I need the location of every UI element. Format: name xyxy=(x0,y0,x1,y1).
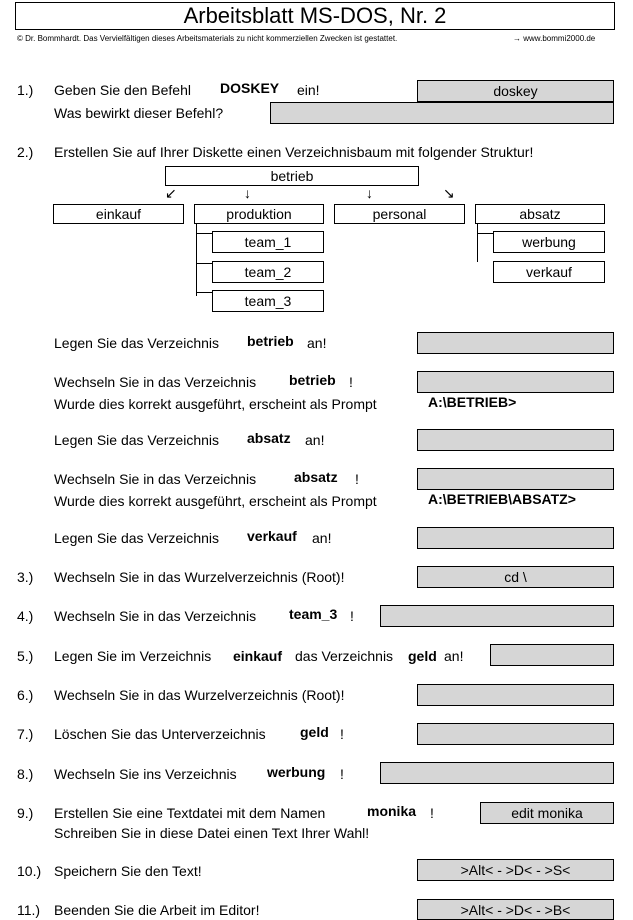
q2-s4-line2: Wurde dies korrekt ausgeführt, erscheint als Prompt xyxy=(54,493,377,509)
q2-s3-text-a: Legen Sie das Verzeichnis xyxy=(54,432,219,448)
q2-s2-dir: betrieb xyxy=(289,372,336,388)
q11-text: Beenden Sie die Arbeit im Editor! xyxy=(54,902,260,918)
q2-s3-answer-field[interactable] xyxy=(417,429,614,451)
q5-text-b: das Verzeichnis xyxy=(295,648,394,664)
tree-node-team-1: team_1 xyxy=(212,231,324,253)
tree-node-werbung: werbung xyxy=(493,231,605,253)
tree-connector xyxy=(477,224,478,262)
q8-number: 8.) xyxy=(17,766,34,782)
q2-s5-text-a: Legen Sie das Verzeichnis xyxy=(54,530,219,546)
q4-number: 4.) xyxy=(17,608,34,624)
q2-s5-answer-field[interactable] xyxy=(417,527,614,549)
tree-node-verkauf: verkauf xyxy=(493,261,605,283)
q3-answer-field[interactable]: cd \ xyxy=(417,566,614,588)
q5-number: 5.) xyxy=(17,648,34,664)
q2-s4-dir: absatz xyxy=(294,469,338,485)
q3-number: 3.) xyxy=(17,569,34,585)
q9-text-a: Erstellen Sie eine Textdatei mit dem Namen xyxy=(54,805,326,821)
q4-dir: team_3 xyxy=(289,606,338,622)
arrow-down-icon: ↓ xyxy=(366,185,373,201)
q2-s1-dir: betrieb xyxy=(247,333,294,349)
q2-s2-text-b: ! xyxy=(349,374,353,390)
q5-dir1: einkauf xyxy=(233,648,283,664)
q7-answer-field[interactable] xyxy=(417,723,614,745)
tree-node-team-3: team_3 xyxy=(212,290,324,312)
q9-number: 9.) xyxy=(17,805,34,821)
tree-node-produktion: produktion xyxy=(194,204,324,224)
q6-text: Wechseln Sie in das Wurzelverzeichnis (Root)! xyxy=(54,687,345,703)
q4-text-a: Wechseln Sie in das Verzeichnis xyxy=(54,608,257,624)
q5-text-a: Legen Sie im Verzeichnis xyxy=(54,648,212,664)
q2-s5-dir: verkauf xyxy=(247,528,297,544)
q1-command: DOSKEY xyxy=(220,80,280,96)
tree-connector xyxy=(196,233,212,234)
q7-text-a: Löschen Sie das Unterverzeichnis xyxy=(54,726,266,742)
arrow-down-left-icon: ↙ xyxy=(165,185,177,201)
q10-text: Speichern Sie den Text! xyxy=(54,863,202,879)
q2-s4-text-a: Wechseln Sie in das Verzeichnis xyxy=(54,471,257,487)
q2-s4-text-b: ! xyxy=(355,471,359,487)
q10-answer-field[interactable]: >Alt< - >D< - >S< xyxy=(417,859,614,881)
q8-dir: werbung xyxy=(267,764,326,780)
q1-text-b: ein! xyxy=(297,82,320,98)
tree-connector xyxy=(196,224,197,296)
q11-number: 11.) xyxy=(17,902,41,918)
tree-connector xyxy=(477,233,493,234)
tree-node-absatz: absatz xyxy=(475,204,605,224)
q7-number: 7.) xyxy=(17,726,34,742)
tree-connector xyxy=(196,292,212,293)
tree-node-personal: personal xyxy=(334,204,465,224)
q8-answer-field[interactable] xyxy=(380,762,614,784)
q6-answer-field[interactable] xyxy=(417,684,614,706)
copyright-note: © Dr. Bommhardt. Das Vervielfältigen dieses Arbeitsmaterials zu nicht kommerziellen Zwecken ist gestattet. xyxy=(17,34,398,43)
q10-number: 10.) xyxy=(17,863,42,879)
q2-s1-answer-field[interactable] xyxy=(417,332,614,354)
q2-s2-text-a: Wechseln Sie in das Verzeichnis xyxy=(54,374,257,390)
q2-s4-prompt: A:\BETRIEB\ABSATZ> xyxy=(428,491,576,507)
tree-node-team-2: team_2 xyxy=(212,261,324,283)
q4-text-b: ! xyxy=(350,608,354,624)
q5-text-c: an! xyxy=(444,648,464,664)
q9-line2: Schreiben Sie in diese Datei einen Text Ihrer Wahl! xyxy=(54,825,370,841)
arrow-down-icon: ↓ xyxy=(244,185,251,201)
q8-text-b: ! xyxy=(340,766,344,782)
q7-text-b: ! xyxy=(340,726,344,742)
q9-text-b: ! xyxy=(430,805,434,821)
q2-s2-line2: Wurde dies korrekt ausgeführt, erscheint als Prompt xyxy=(54,396,377,412)
q9-filename: monika xyxy=(367,803,417,819)
tree-connector xyxy=(196,263,212,264)
q11-answer-field[interactable]: >Alt< - >D< - >B< xyxy=(417,899,614,920)
q2-s5-text-b: an! xyxy=(312,530,332,546)
page-title: Arbeitsblatt MS-DOS, Nr. 2 xyxy=(15,2,615,30)
q1-text-a: Geben Sie den Befehl xyxy=(54,82,191,98)
q2-s1-text-a: Legen Sie das Verzeichnis xyxy=(54,335,219,351)
q6-number: 6.) xyxy=(17,687,34,703)
q2-s1-text-b: an! xyxy=(307,335,327,351)
q5-answer-field[interactable] xyxy=(490,644,614,666)
q5-dir2: geld xyxy=(408,648,437,664)
q2-s3-dir: absatz xyxy=(247,430,291,446)
q1-line2: Was bewirkt dieser Befehl? xyxy=(54,105,224,121)
q2-s2-answer-field[interactable] xyxy=(417,371,614,393)
tree-node-einkauf: einkauf xyxy=(53,204,184,224)
q8-text-a: Wechseln Sie ins Verzeichnis xyxy=(54,766,237,782)
q4-answer-field[interactable] xyxy=(380,605,614,627)
q1-answer-field[interactable]: doskey xyxy=(417,80,614,102)
q9-answer-field[interactable]: edit monika xyxy=(480,802,614,824)
q1-number: 1.) xyxy=(17,82,34,98)
q1-explain-field[interactable] xyxy=(270,102,614,124)
q2-s3-text-b: an! xyxy=(305,432,325,448)
tree-root-betrieb: betrieb xyxy=(165,166,419,186)
website-link[interactable]: → www.bommi2000.de xyxy=(513,34,596,43)
q2-s2-prompt: A:\BETRIEB> xyxy=(428,394,517,410)
q2-s4-answer-field[interactable] xyxy=(417,468,614,490)
q7-dir: geld xyxy=(300,724,329,740)
arrow-down-right-icon: ↘ xyxy=(443,185,455,201)
q3-text: Wechseln Sie in das Wurzelverzeichnis (Root)! xyxy=(54,569,345,585)
q2-number: 2.) xyxy=(17,144,34,160)
q2-text: Erstellen Sie auf Ihrer Diskette einen Verzeichnisbaum mit folgender Struktur! xyxy=(54,144,534,160)
